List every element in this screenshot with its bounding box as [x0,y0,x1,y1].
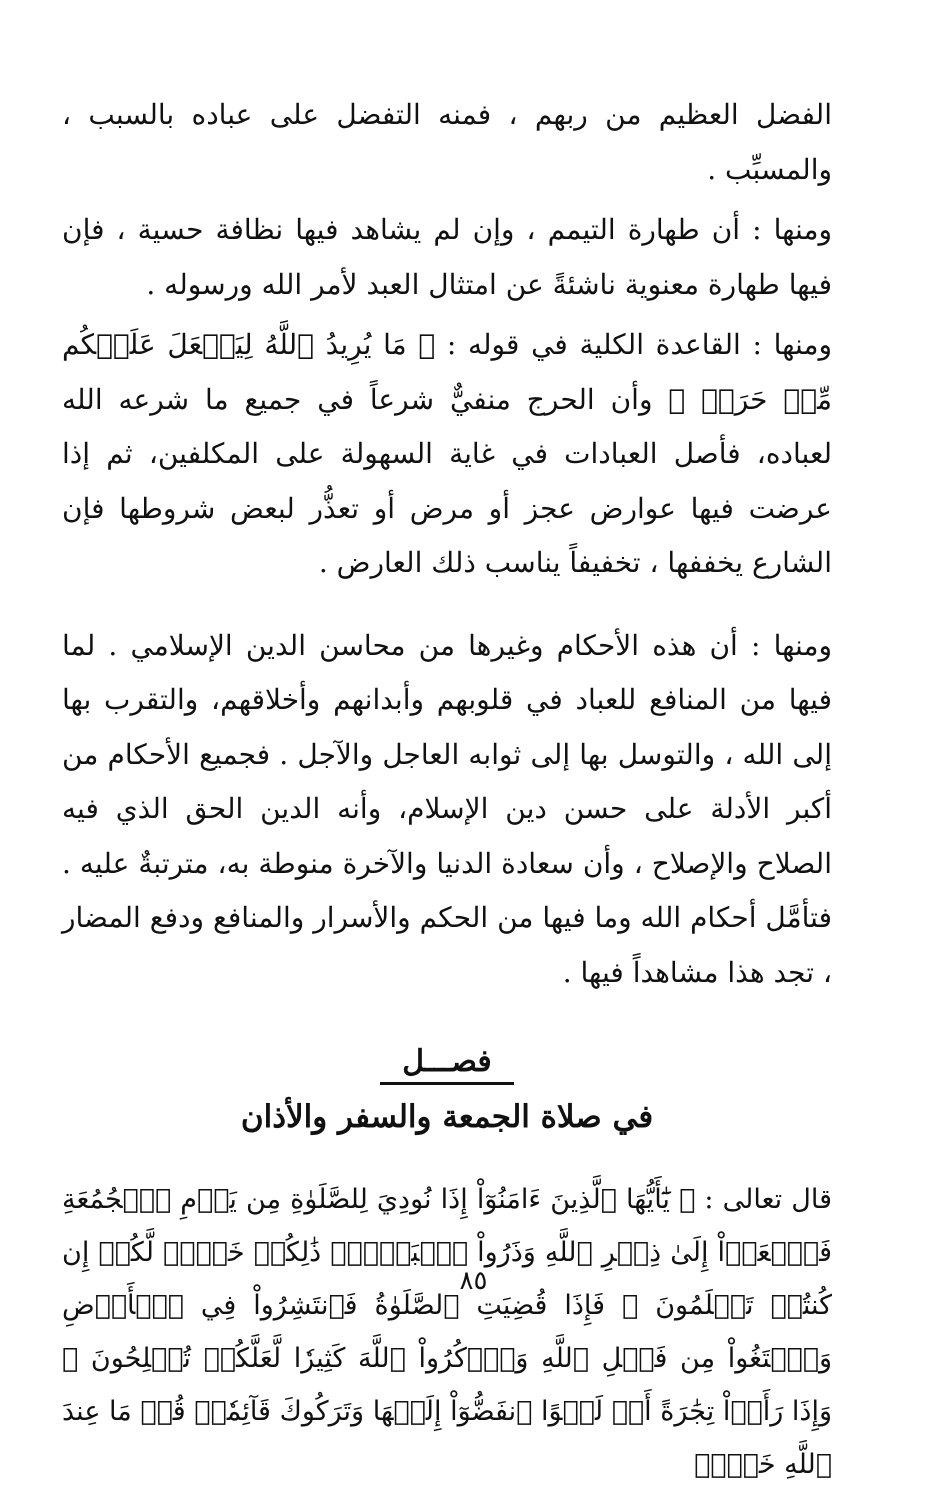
paragraph-3: ومنها : القاعدة الكلية في قوله : ﴿ مَا يُرِيدُ ٱللَّهُ لِيَجۡعَلَ عَلَيۡكُم مِّنۡ حَرَجٖ ﴾ وأن الحرج منفيٌّ شرعاً في جميع ما شرعه الله لعباده، فأصل العبادات في غاية السهولة على المكلفين، ثم إذا عرضت فيها عوارض عجز أو مرض أو تعذُّر لبعض شروطها فإن الشارع يخففها ، تخفيفاً يناسب ذلك العارض . [62,328,832,579]
page-number: ٨٥ [459,1266,488,1296]
section-heading-text: فصـــل [380,1044,513,1085]
section-title: في صلاة الجمعة والسفر والأذان [240,1099,654,1135]
paragraph-2: ومنها : أن طهارة التيمم ، وإن لم يشاهد فيها نظافة حسية ، فإن فيها طهارة معنوية ناشئةً عن امتثال العبد لأمر الله ورسوله . [62,213,832,301]
quran-paragraph: قال تعالى : ﴿ يَٰٓأَيُّهَا ٱلَّذِينَ ءَامَنُوٓاْ إِذَا نُودِيَ لِلصَّلَوٰةِ مِن يَوۡمِ ٱلۡجُمُعَةِ فَٱسۡعَوۡاْ إِلَىٰ ذِكۡرِ ٱللَّهِ وَذَرُواْ ٱلۡبَيۡعَۚ ذَٰلِكُمۡ خَيۡرٞ لَّكُمۡ إِن كُنتُمۡ تَعۡلَمُونَ ۞ فَإِذَا قُضِيَتِ ٱلصَّلَوٰةُ فَٱنتَشِرُواْ فِي ٱلۡأَرۡضِ وَٱبۡتَغُواْ مِن فَضۡلِ ٱللَّهِ وَٱذۡكُرُواْ ٱللَّهَ كَثِيرٗا لَّعَلَّكُمۡ تُفۡلِحُونَ ۞ وَإِذَا رَأَوۡاْ تِجَٰرَةً أَوۡ لَهۡوًا ٱنفَضُّوٓاْ إِلَيۡهَا وَتَرَكُوكَ قَآئِمٗاۚ قُلۡ مَا عِندَ ٱللَّهِ خَيۡرٞ [62,1184,832,1480]
section-heading [62,1042,832,1085]
paragraph-4: ومنها : أن هذه الأحكام وغيرها من محاسن الدين الإسلامي . لما فيها من المنافع للعباد في قلوبهم وأبدانهم وأخلاقهم، والتقرب بها إلى الله ، والتوسل بها إلى ثوابه العاجل والآجل . فجميع الأحكام من أكبر الأدلة على حسن دين الإسلام، وأنه الدين الحق الذي فيه الصلاح والإصلاح ، وأن سعادة الدنيا والآخرة منوطة به، مترتبةٌ عليه . فتأمَّل أحكام الله وما فيها من الحكم والأسرار والمنافع ودفع المضار ، تجد هذا مشاهداً فيها . [62,628,832,989]
paragraph-1: الفضل العظيم من ربهم ، فمنه التفضل على عباده بالسبب ، والمسبِّب . [62,98,832,186]
